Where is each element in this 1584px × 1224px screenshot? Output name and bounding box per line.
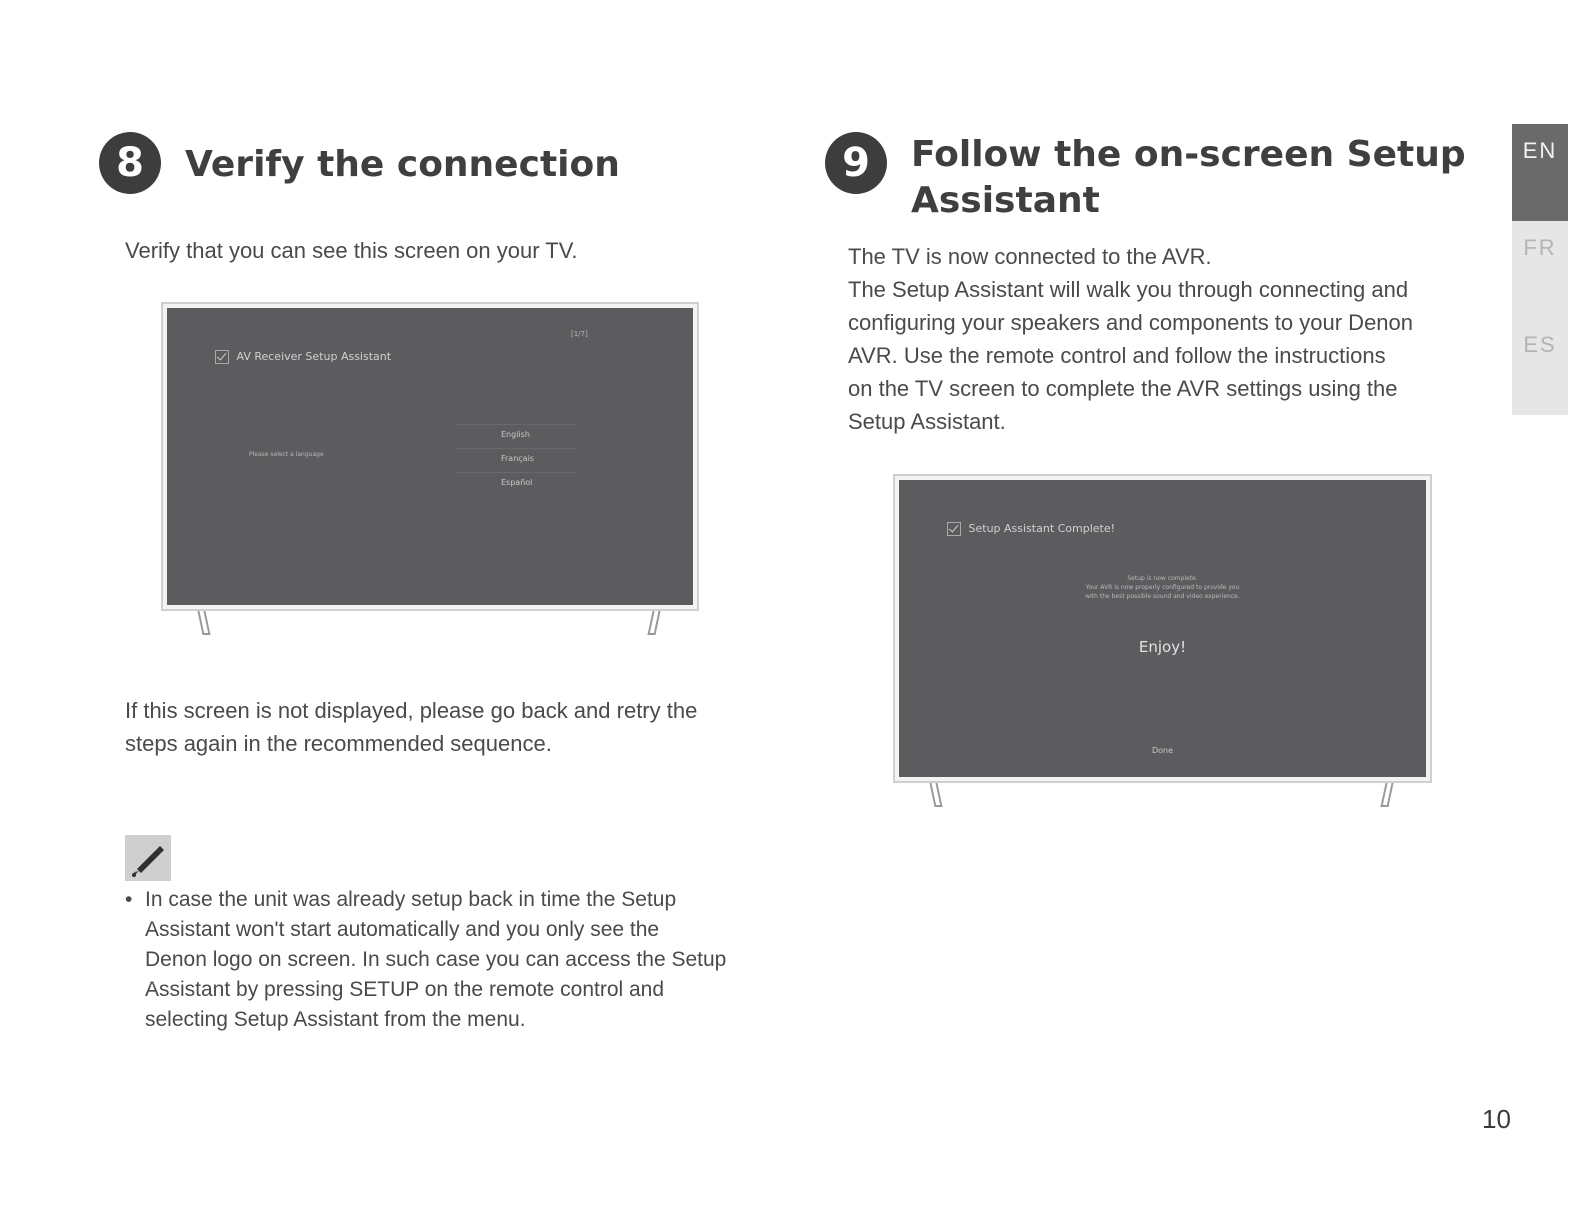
tv-screen-complete [899, 480, 1426, 777]
done-button[interactable]: Done [1151, 746, 1174, 755]
pencil-icon [125, 835, 171, 881]
enjoy-text: Enjoy! [1138, 638, 1187, 656]
note-line-3: Denon logo on screen. In such case you can access the Setup [145, 948, 727, 971]
tv-leg-left [197, 611, 210, 635]
step-9-title-line-1: Follow the on-screen Setup [911, 134, 1466, 175]
step-9-body [848, 240, 1413, 438]
note-line-1: • In case the unit was already setup back in time the Setup [145, 888, 677, 911]
setup-assistant-header-label: AV Receiver Setup Assistant [236, 350, 392, 363]
note-line-2: Assistant won't start automatically and you only see the [145, 918, 660, 941]
tv-illustration-language [161, 302, 699, 611]
note-bullet [125, 885, 726, 1035]
step-8-title: Verify the connection [185, 144, 620, 185]
tv-screen-language [167, 308, 693, 605]
language-tab-en[interactable] [1512, 124, 1568, 221]
step-9-body-line-2: The Setup Assistant will walk you through connecting and [848, 277, 1409, 302]
language-tab-es-label: ES [1523, 332, 1557, 357]
language-option-english[interactable]: English [457, 424, 577, 444]
step-8-intro: Verify that you can see this screen on your TV. [125, 238, 578, 263]
page-number: 10 [1482, 1104, 1511, 1134]
step-9-body-line-1: The TV is now connected to the AVR. [848, 244, 1212, 269]
setup-complete-details [899, 574, 1426, 601]
retry-instructions [125, 694, 697, 760]
complete-line-1: Setup is now complete. [1127, 575, 1198, 582]
checkbox-icon [947, 522, 961, 536]
language-tab-fr-label: FR [1523, 235, 1557, 260]
note-line-4: Assistant by pressing SETUP on the remote control and [145, 978, 665, 1001]
step-9-body-line-6: Setup Assistant. [848, 409, 1006, 434]
setup-assistant-header [215, 350, 391, 364]
complete-line-2: Your AVR is now properly configured to provide you [1085, 584, 1240, 591]
step-9-body-line-5: on the TV screen to complete the AVR settings using the [848, 376, 1398, 401]
language-prompt: Please select a language [249, 451, 324, 458]
page-indicator: [1/7] [571, 330, 588, 338]
step-9-body-line-3: configuring your speakers and components to your Denon [848, 310, 1414, 335]
language-tab-en-label: EN [1522, 138, 1558, 163]
language-option-francais[interactable]: Français [457, 448, 577, 468]
setup-complete-header-label: Setup Assistant Complete! [968, 522, 1116, 535]
tv-leg-left [929, 783, 942, 807]
retry-line-1: If this screen is not displayed, please go back and retry the [125, 698, 698, 723]
tv-leg-right [647, 611, 660, 635]
note-line-5: selecting Setup Assistant from the menu. [145, 1008, 526, 1031]
setup-complete-header [947, 522, 1115, 536]
tv-leg-right [1380, 783, 1393, 807]
tv-illustration-complete [893, 474, 1432, 783]
step-9-title-line-2: Assistant [911, 180, 1100, 221]
step-9-body-line-4: AVR. Use the remote control and follow the instructions [848, 343, 1386, 368]
step-9-number: 9 [842, 140, 870, 186]
step-9-title [911, 132, 1466, 224]
language-option-espanol[interactable]: Español [457, 472, 577, 492]
complete-line-3: with the best possible sound and video experience. [1085, 593, 1240, 600]
checkbox-icon [215, 350, 229, 364]
language-tab-es[interactable] [1512, 318, 1568, 415]
note-text [125, 885, 726, 1035]
retry-line-2: steps again in the recommended sequence. [125, 731, 552, 756]
step-8-number: 8 [116, 140, 144, 186]
step-9-badge [825, 132, 887, 194]
step-8-badge [99, 132, 161, 194]
language-tab-fr[interactable] [1512, 221, 1568, 318]
